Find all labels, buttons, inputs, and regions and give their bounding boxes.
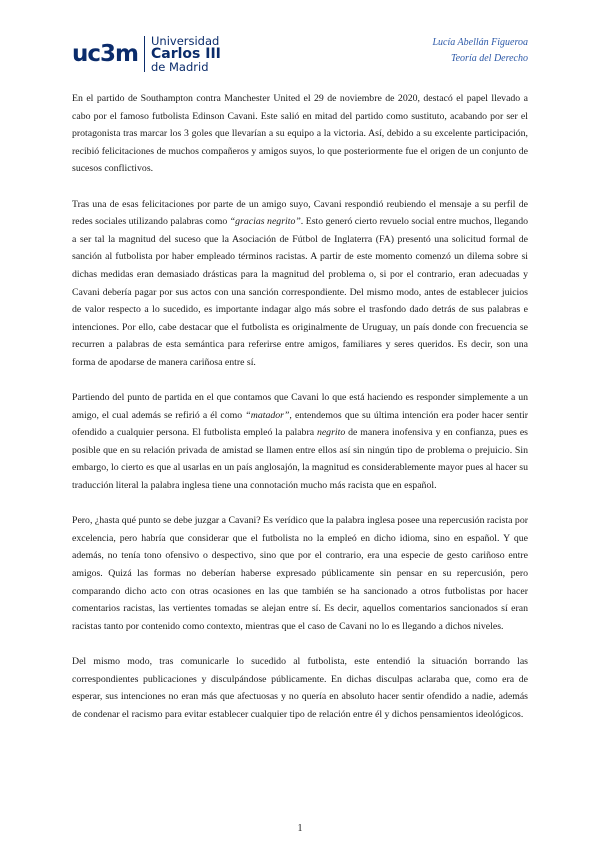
paragraph bbox=[72, 196, 528, 372]
document-header-info bbox=[432, 35, 528, 67]
paragraph-text: Del mismo modo, tras comunicarle lo sucedido al futbolista, este entendió la situación borrando las correspondientes publicaciones y disculpándose públicamente. En dichas disculpas aclaraba que, como era de esperar, sus intenciones no eran más que afectuosas y no quería en absoluto hacer sentir ofendido a nadie, además de condenar el racismo para evitar establecer cualquier tipo de relación entre él y dichos pensamientos ideológicos. bbox=[72, 656, 528, 720]
italic-text: “gracias negrito” bbox=[229, 216, 301, 228]
paragraph bbox=[72, 512, 528, 635]
paragraph-text: , entendemos que su última intención era poder hacer sentir ofendido a cualquier persona. El futbolista empleó la palabra bbox=[72, 409, 528, 439]
italic-text: negrito bbox=[316, 427, 346, 439]
paragraph-text: de manera inofensiva y en confianza, pues es posible que en su relación privada de amistad se llamen entre ellos así sin ningún tipo de problema o prejuicio. Sin embargo, lo cierto es que al usarlas en un país anglosajón, la magnitud es considerablemente mayor pues al hacer su traducción literal la palabra inglesa tiene una connotación mucho más racista que en español. bbox=[72, 427, 528, 492]
paragraph bbox=[72, 653, 528, 723]
paragraph-text: . Esto generó cierto revuelo social entre muchos, llegando a ser tal la magnitud del suceso que la Asociación de Fútbol de Inglaterra (FA) presentó una solicitud formal de sanción al futbolista por haber empleado términos racistas. A partir de este momento comenzó un dilema sobre si dichas medidas eran demasiado drásticas para la magnitud del problema o, si por el contrario, eran adecuadas y Cavani debería pagar por sus actos con una sanción correspondiente. Del mismo modo, antes de establecer juicios de valor respecto a lo sucedido, es importante indagar algo más sobre el trasfondo dado detrás de sus palabras e intenciones. Por ello, cabe destacar que el futbolista es originalmente de Uruguay, un país donde con frecuencia se recurren a palabras de esta semántica para referirse entre amigos, familiares y seres queridos. Es decir, son una forma de apodarse de manera cariñosa entre sí. bbox=[72, 216, 528, 368]
paragraph bbox=[72, 90, 528, 178]
logo-divider bbox=[144, 36, 145, 72]
author-name: Lucía Abellán Figueroa bbox=[432, 37, 528, 48]
logo-line-3: de Madrid bbox=[150, 60, 209, 74]
university-logo bbox=[72, 34, 221, 74]
logo-text bbox=[151, 35, 221, 73]
italic-text: “matador” bbox=[245, 409, 290, 421]
paragraph bbox=[72, 389, 528, 495]
logo-mark: uc3m bbox=[72, 41, 138, 67]
logo-line-1: Universidad bbox=[150, 34, 220, 48]
document-body bbox=[72, 90, 528, 741]
logo-line-2: Carlos III bbox=[150, 46, 221, 62]
paragraph-text: Pero, ¿hasta qué punto se debe juzgar a Cavani? Es verídico que la palabra inglesa posee una repercusión racista por excelencia, pero habría que considerar que el futbolista no la empleó en dicho idioma, sino en español. Y que además, no tenía tono ofensivo o despectivo, sino que por el contrario, era una especie de gesto cariñoso entre amigos. Quizá las formas no deberían haberse expresado públicamente sin pensar en su repercusión, pero comparando dicho acto con otras ocasiones en las que también se ha sancionado a otros futbolistas por hacer comentarios racistas, las vertientes tomadas se alejan entre sí. Es decir, aquellos comentarios sancionados sí eran racistas tanto por contenido como contexto, mientras que el caso de Cavani no lo es llegando a dichos niveles. bbox=[72, 515, 528, 632]
paragraph-text: Partiendo del punto de partida en el que contamos que Cavani lo que está haciendo es responder simplemente a un amigo, el cual además se refirió a él como bbox=[72, 392, 528, 421]
course-name: Teoría del Derecho bbox=[450, 53, 528, 64]
page-number: 1 bbox=[297, 823, 303, 834]
paragraph-text: Tras una de esas felicitaciones por parte de un amigo suyo, Cavani respondió reubiendo el mensaje a su perfil de redes sociales utilizando palabras como bbox=[72, 198, 528, 228]
paragraph-text: En el partido de Southampton contra Manchester United el 29 de noviembre de 2020, destacó el papel llevado a cabo por el famoso futbolista Edinson Cavani. Este salió en mitad del partido como sustituto, acabando por ser el protagonista tras marcar los 3 goles que llevarían a su equipo a la victoria. Así, debido a su excelente participación, recibió felicitaciones de muchos compañeros y amigos suyos, lo que posteriormente fue el origen de un conjunto de sucesos conflictivos. bbox=[72, 93, 528, 175]
